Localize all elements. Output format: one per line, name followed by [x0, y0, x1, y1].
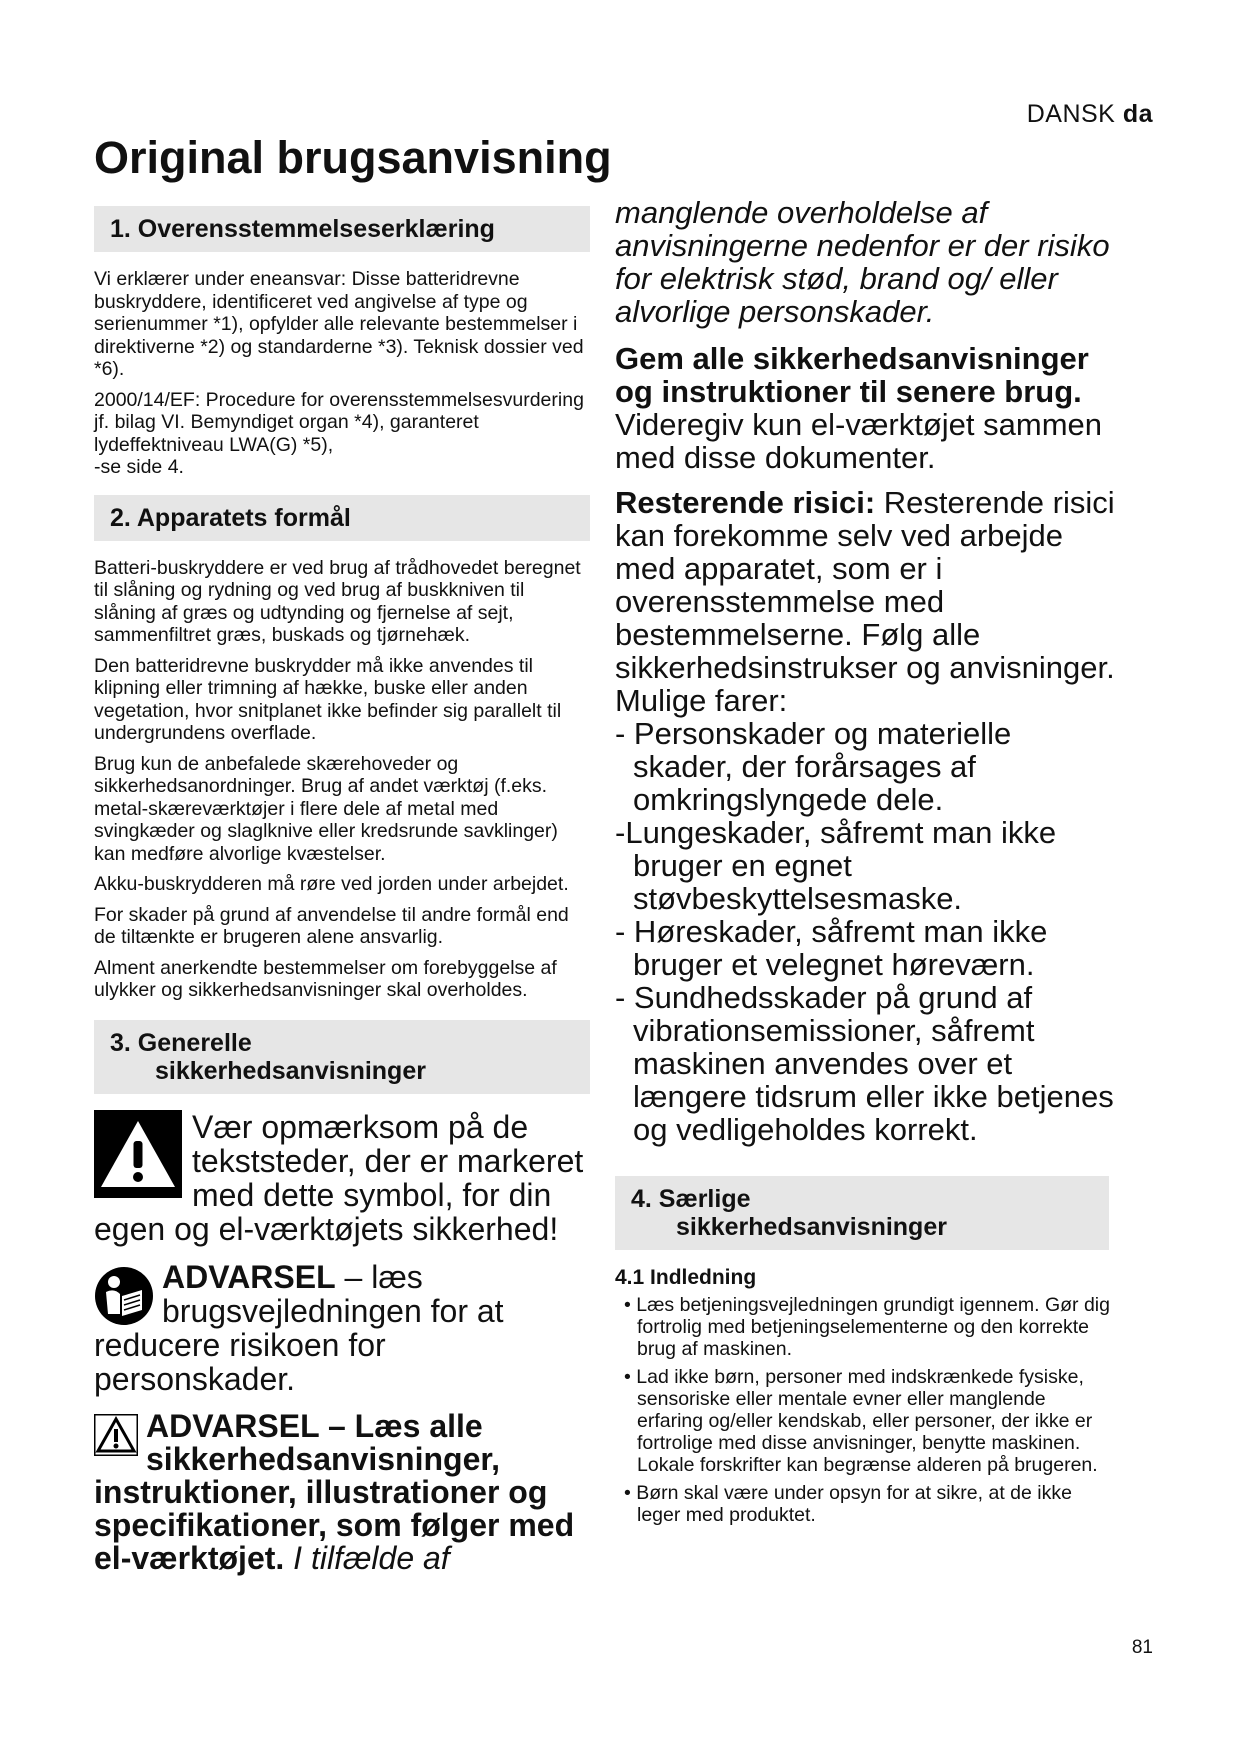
- bullet-item: • Børn skal være under opsyn for at sikre, at de ikke leger med produktet.: [624, 1482, 1072, 1526]
- section-4-heading-num: 4. Særlige: [631, 1185, 751, 1213]
- page-number: 81: [1131, 1637, 1153, 1658]
- section-3-heading: [94, 1020, 590, 1094]
- section-4-heading: [615, 1176, 1109, 1250]
- intro-bullet-list: [615, 1294, 1115, 1526]
- warning-triangle-icon: [94, 1110, 182, 1198]
- s2-paragraph: Akku-buskrydderen må røre ved jorden under arbejdet.: [94, 873, 569, 895]
- s1-paragraph-2: 2000/14/EF: Procedure for overensstemmelsesvurdering jf. bilag VI. Bemyndiget organ *4), garanteret lydeffektniveau LWA(G) *5),: [94, 388, 584, 456]
- left-column: [94, 206, 590, 1575]
- hazard-item: - Personskader og materielle skader, der forårsages af omkringslyngede dele.: [615, 716, 1012, 817]
- section-1-heading: 1. Overensstemmelseserklæring: [94, 206, 590, 252]
- s2-paragraph: Batteri-buskryddere er ved brug af trådhovedet beregnet til slåning og rydning og ved brug af buskkniven til slåning af græs og udtynding og fjernelse af sejt, sammenfiltret græs, buskads og tjørnehæk.: [94, 556, 581, 646]
- hazards-list: [615, 717, 1115, 1146]
- s2-paragraph: Brug kun de anbefalede skærehoveder og sikkerhedsanordninger. Brug af andet værktøj (f.eks. metal-skæreværktøjer i flere dele af metal med svingkæder og slaglknive eller kredsrunde savklinger) kan medføre alvorlige kvæstelser.: [94, 752, 558, 865]
- keep-instructions-text: Videregiv kun el-værktøjet sammen med disse dokumenter.: [615, 407, 1102, 475]
- right-column: [615, 196, 1115, 1532]
- section-3-heading-rest: sikkerhedsanvisninger: [155, 1056, 426, 1085]
- warning-triangle-small-icon: [94, 1414, 138, 1456]
- bullet-item: • Lad ikke børn, personer med indskrænkede fysiske, sensoriske eller mentale evner eller manglende erfaring og/eller kendskab, eller personer, der ikke er fortrolige med disse anvisninger, benytte maskinen. Lokale forskrifter kan begrænse alderen på brugeren.: [624, 1366, 1098, 1476]
- warning-read-all: [94, 1407, 590, 1576]
- language-text: DANSK: [1026, 100, 1116, 128]
- attention-block: [94, 1110, 590, 1246]
- warning-1-bold: ADVARSEL: [162, 1258, 336, 1295]
- read-manual-icon: [94, 1266, 154, 1326]
- keep-instructions-bold: Gem alle sikkerhedsanvisninger og instruktioner til senere brug.: [615, 341, 1089, 409]
- residual-risks-bold: Resterende risici:: [615, 485, 876, 520]
- warning-2-italic: I tilfælde af: [284, 1539, 450, 1576]
- section-2-heading: 2. Apparatets formål: [94, 495, 590, 541]
- language-code: da: [1122, 100, 1153, 128]
- language-label: [1027, 100, 1153, 129]
- s2-paragraph: Den batteridrevne buskrydder må ikke anvendes til klipning eller trimning af hække, buske eller anden vegetation, hvor snitplanet ikke befinder sig parallelt til undergrundens overflade.: [94, 654, 562, 744]
- section-3-heading-num: 3. Generelle: [110, 1028, 252, 1057]
- s2-paragraph: For skader på grund af anvendelse til andre formål end de tiltænkte er brugeren alene ansvarlig.: [94, 903, 569, 948]
- warning-continuation: manglende overholdelse af anvisningerne nedenfor er der risiko for elektrisk stød, brand og/ eller alvorlige personskader.: [615, 195, 1110, 329]
- residual-risks-text: Resterende risici kan forekomme selv ved arbejde med apparatet, som er i overensstemmelse med bestemmelserne. Følg alle sikkerhedsinstrukser og anvisninger.: [615, 485, 1115, 685]
- s1-paragraph-1: Vi erklærer under eneansvar: Disse batteridrevne buskryddere, identificeret ved angivelse af type og serienummer *1), opfylder alle relevante bestemmelser i direktiverne *2) og standarderne *3). Teknisk dossier ved *6).: [94, 268, 584, 380]
- subsection-4-1-title: 4.1 Indledning: [615, 1266, 757, 1289]
- hazard-item: - Høreskader, såfremt man ikke bruger et velegnet høreværn.: [615, 914, 1048, 982]
- bullet-item: • Læs betjeningsvejledningen grundigt igennem. Gør dig fortrolig med betjeningselementerne og den korrekte brug af maskinen.: [624, 1294, 1110, 1360]
- hazard-item: - Sundhedsskader på grund af vibrationsemissioner, såfremt maskinen anvendes over et længere tidsrum eller ikke betjenes og vedligeholdes korrekt.: [615, 980, 1114, 1147]
- warning-1-text: – læs brugsvejledningen for at reducere risikoen for personskader.: [94, 1258, 504, 1397]
- warning-read-manual: [94, 1260, 590, 1396]
- warning-2-bold: ADVARSEL – Læs alle sikkerhedsanvisninger, instruktioner, illustrationer og specifikationer, som følger med el-værktøjet.: [94, 1407, 575, 1576]
- section-4-heading-rest: sikkerhedsanvisninger: [676, 1213, 947, 1241]
- s1-paragraph-3: -se side 4.: [94, 456, 184, 478]
- page-title: Original brugsanvisning: [94, 132, 612, 183]
- attention-text: Vær opmærksom på de tekststeder, der er markeret med dette symbol, for din egen og el-værktøjets sikkerhed!: [94, 1108, 584, 1247]
- hazard-item: -Lungeskader, såfremt man ikke bruger en egnet støvbeskyttelsesmaske.: [615, 815, 1057, 916]
- hazards-title: Mulige farer:: [615, 683, 788, 718]
- s2-paragraph: Alment anerkendte bestemmelser om forebyggelse af ulykker og sikkerhedsanvisninger skal overholdes.: [94, 956, 557, 1001]
